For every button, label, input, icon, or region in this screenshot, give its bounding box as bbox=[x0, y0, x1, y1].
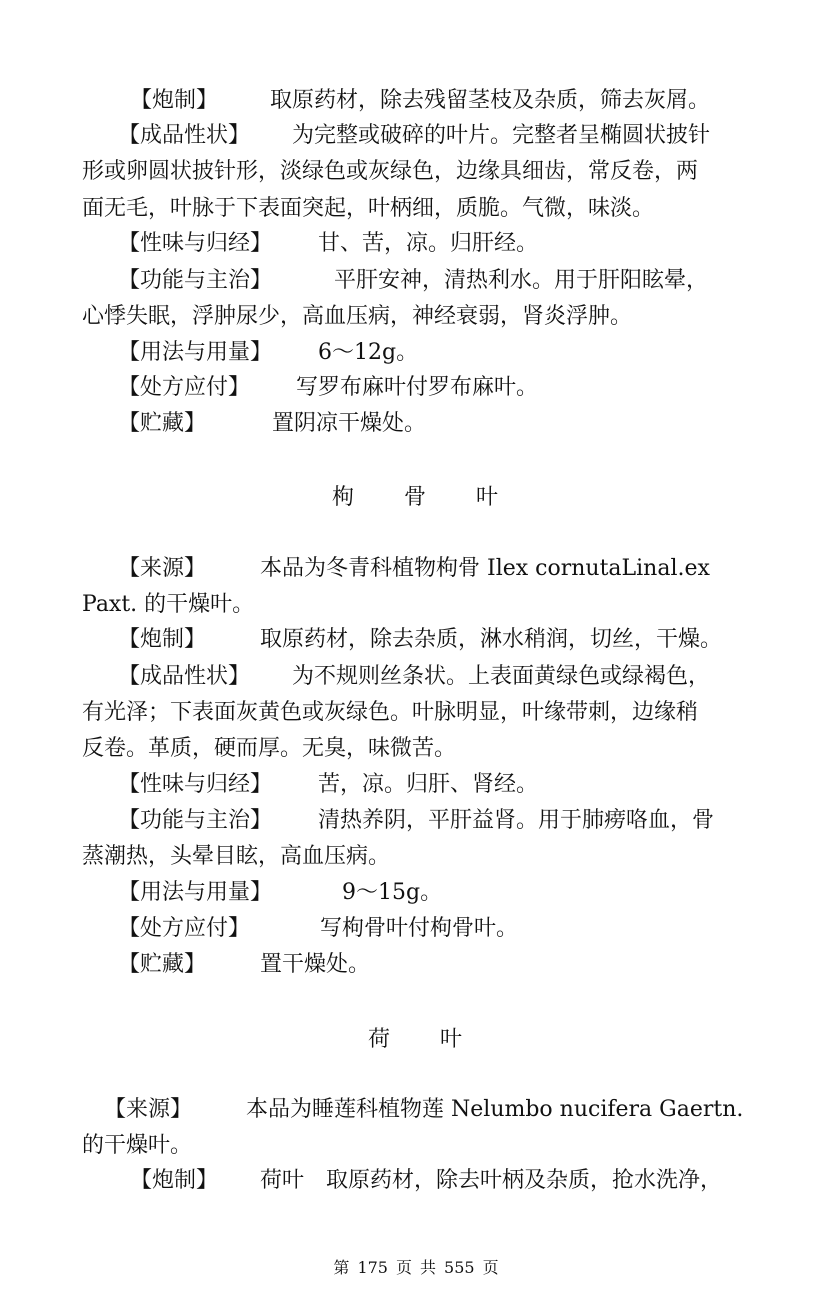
s1-chufang bbox=[118, 373, 538, 403]
s1-gongneng bbox=[118, 266, 708, 296]
s1-paozhi bbox=[130, 86, 710, 116]
s2-gongneng-line2: 蒸潮热，头晕目眩，高血压病。 bbox=[82, 844, 391, 869]
s3-title bbox=[0, 1022, 832, 1053]
s1-paozhi-label: 【炮制】 bbox=[130, 88, 219, 113]
s1-chufang-label: 【处方应付】 bbox=[118, 375, 251, 400]
s1-xingwei-label: 【性味与归经】 bbox=[118, 231, 273, 256]
s1-zhucang bbox=[118, 409, 426, 439]
s1-chufang-text: 写罗布麻叶付罗布麻叶。 bbox=[296, 375, 539, 400]
s2-xingzhuang bbox=[118, 662, 710, 692]
s2-xingwei bbox=[118, 770, 538, 800]
s1-zhucang-label: 【贮藏】 bbox=[118, 411, 207, 436]
s1-xingwei-text: 甘、苦，凉。归肝经。 bbox=[318, 231, 539, 256]
s2-chufang-label: 【处方应付】 bbox=[118, 916, 251, 941]
s2-xingzhuang-line2: 有光泽；下表面灰黄色或灰绿色。叶脉明显，叶缘带刺，边缘稍 bbox=[82, 700, 699, 725]
s1-zhucang-text: 置阴凉干燥处。 bbox=[272, 411, 427, 436]
s3-laiyuan-line2: 的干燥叶。 bbox=[82, 1133, 193, 1158]
s3-paozhi bbox=[130, 1166, 722, 1196]
s2-paozhi-text: 取原药材，除去杂质，淋水稍润，切丝，干燥。 bbox=[260, 627, 723, 652]
s1-gongneng-line2: 心悸失眠，浮肿尿少，高血压病，神经衰弱，肾炎浮肿。 bbox=[82, 304, 633, 329]
s2-laiyuan-label: 【来源】 bbox=[118, 556, 207, 581]
s1-xingzhuang-label: 【成品性状】 bbox=[118, 123, 251, 148]
s2-gongneng bbox=[118, 806, 714, 836]
s2-title-char-2: 骨 bbox=[403, 485, 428, 510]
footer-total-pages: 555 bbox=[444, 1258, 475, 1277]
s1-xingwei bbox=[118, 229, 538, 259]
s1-gongneng-l1: 平肝安神，清热利水。用于肝阳眩晕， bbox=[334, 268, 709, 293]
footer-ye2: 页 bbox=[482, 1258, 499, 1277]
s2-title bbox=[0, 480, 832, 511]
s3-laiyuan bbox=[104, 1095, 743, 1125]
s2-laiyuan-l1: 本品为冬青科植物枸骨 Ilex cornutaLinal.ex bbox=[260, 556, 710, 581]
s3-paozhi-text: 荷叶 取原药材，除去叶柄及杂质，抢水洗净， bbox=[260, 1168, 723, 1193]
footer-page-number: 175 bbox=[357, 1258, 388, 1277]
s2-gongneng-label: 【功能与主治】 bbox=[118, 808, 273, 833]
s2-gongneng-l1: 清热养阴，平肝益肾。用于肺痨咯血，骨 bbox=[318, 808, 715, 833]
s3-laiyuan-l1: 本品为睡莲科植物莲 Nelumbo nucifera Gaertn. bbox=[246, 1097, 744, 1122]
s2-chufang bbox=[118, 914, 518, 944]
s2-zhucang-text: 置干燥处。 bbox=[260, 952, 371, 977]
s1-xingzhuang bbox=[118, 121, 710, 151]
s1-yongfa-text: 6～12g。 bbox=[318, 340, 419, 365]
s1-xingzhuang-l1: 为完整或破碎的叶片。完整者呈椭圆状披针 bbox=[292, 123, 711, 148]
s2-yongfa bbox=[118, 878, 442, 908]
s1-paozhi-text: 取原药材，除去残留茎枝及杂质，筛去灰屑。 bbox=[270, 88, 711, 113]
s2-paozhi-label: 【炮制】 bbox=[118, 627, 207, 652]
s3-title-char-2: 叶 bbox=[440, 1027, 465, 1052]
s2-xingzhuang-label: 【成品性状】 bbox=[118, 664, 251, 689]
page-footer bbox=[0, 1255, 832, 1278]
s2-yongfa-label: 【用法与用量】 bbox=[118, 880, 273, 905]
footer-gong: 共 bbox=[420, 1258, 437, 1277]
s2-zhucang-label: 【贮藏】 bbox=[118, 952, 207, 977]
s2-xingwei-label: 【性味与归经】 bbox=[118, 772, 273, 797]
s2-title-char-1: 枸 bbox=[331, 485, 356, 510]
footer-ye: 页 bbox=[395, 1258, 412, 1277]
s3-laiyuan-label: 【来源】 bbox=[104, 1097, 193, 1122]
s1-yongfa bbox=[118, 338, 418, 368]
s2-paozhi bbox=[118, 625, 722, 655]
s2-chufang-text: 写枸骨叶付枸骨叶。 bbox=[320, 916, 519, 941]
s2-laiyuan-line2: Paxt. 的干燥叶。 bbox=[82, 592, 255, 617]
s2-yongfa-text: 9～15g。 bbox=[342, 880, 443, 905]
s2-laiyuan bbox=[118, 554, 710, 584]
s3-paozhi-label: 【炮制】 bbox=[130, 1168, 219, 1193]
s2-title-char-3: 叶 bbox=[476, 485, 501, 510]
footer-di: 第 bbox=[333, 1258, 350, 1277]
s1-gongneng-label: 【功能与主治】 bbox=[118, 268, 273, 293]
s1-yongfa-label: 【用法与用量】 bbox=[118, 340, 273, 365]
s2-xingwei-text: 苦，凉。归肝、肾经。 bbox=[318, 772, 539, 797]
s3-title-char-1: 荷 bbox=[367, 1027, 392, 1052]
s1-xingzhuang-line2: 形或卵圆状披针形，淡绿色或灰绿色，边缘具细齿，常反卷，两 bbox=[82, 159, 699, 184]
s1-xingzhuang-line3: 面无毛，叶脉于下表面突起，叶柄细，质脆。气微，味淡。 bbox=[82, 196, 655, 221]
s2-xingzhuang-l1: 为不规则丝条状。上表面黄绿色或绿褐色， bbox=[292, 664, 711, 689]
s2-xingzhuang-line3: 反卷。革质，硬而厚。无臭，味微苦。 bbox=[82, 736, 457, 761]
s2-zhucang bbox=[118, 950, 370, 980]
